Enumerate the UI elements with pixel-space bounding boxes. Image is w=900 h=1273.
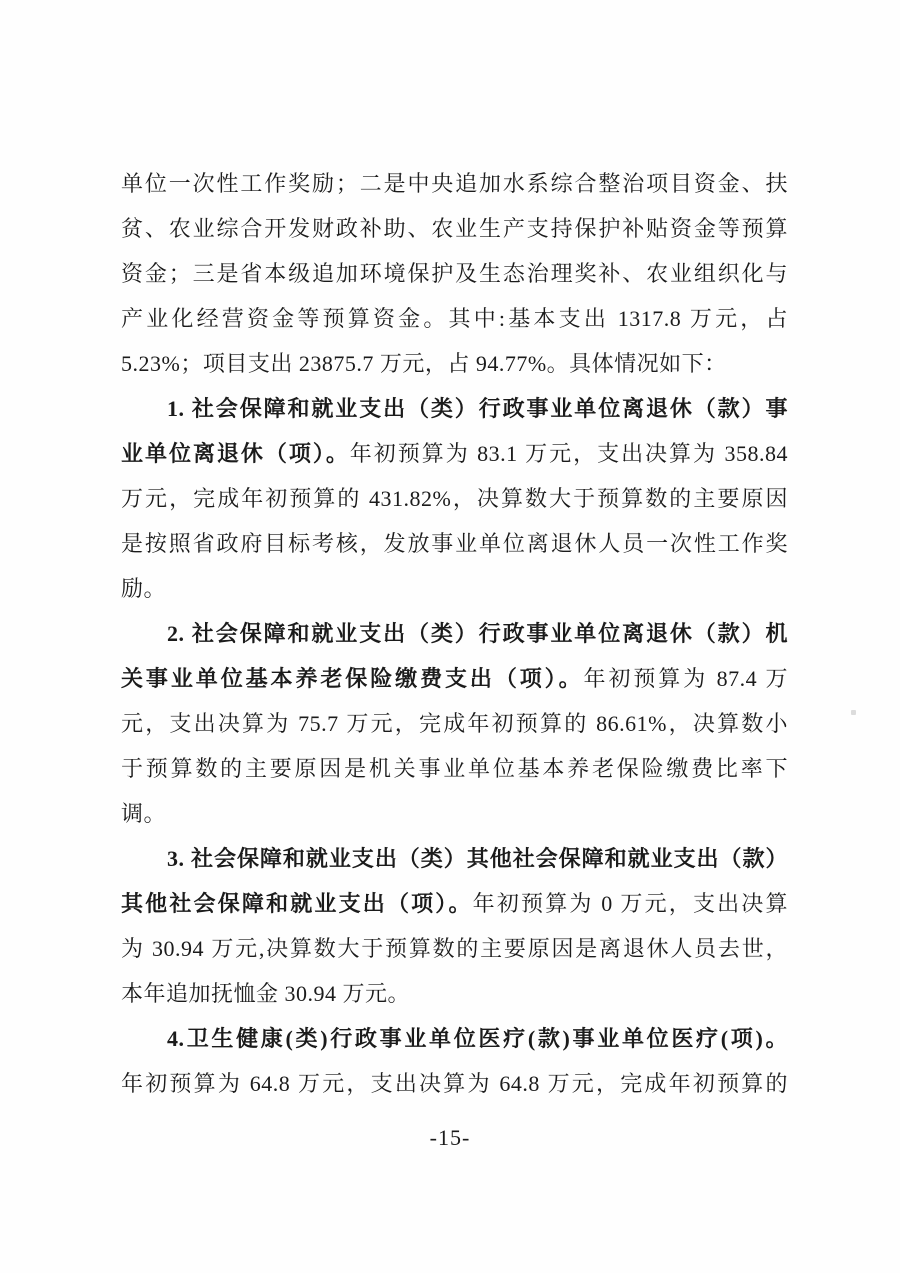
text-line [121,296,788,341]
text-line [121,341,788,386]
body-text-segment: 年初预算为 0 万元，支出决算 [472,891,788,916]
body-text-segment: 5.23%；项目支出 23875.7 万元，占 94.77%。具体情况如下： [121,351,727,376]
heading-text-segment: 1. 社会保障和就业支出（类）行政事业单位离退休（款）事 [167,396,788,421]
heading-text-segment: 其他社会保障和就业支出（项）。 [121,891,473,916]
text-line [121,161,788,206]
body-text-segment: 本年追加抚恤金 30.94 万元。 [121,981,411,1006]
text-line [121,701,788,746]
heading-text-segment: 业单位离退休（项）。 [121,441,350,466]
scan-artifact-dot [851,710,856,715]
body-text-segment: 励。 [121,576,167,601]
text-line [121,881,788,926]
document-body [121,161,788,1106]
page-number: -15- [429,1125,471,1150]
text-line [121,251,788,296]
text-line [121,791,788,836]
text-line [121,386,788,431]
text-line [121,206,788,251]
text-line [121,836,788,881]
text-line [121,521,788,566]
heading-text-segment: 关事业单位基本养老保险缴费支出（项）。 [121,666,584,691]
text-line [121,1016,788,1061]
body-text-segment: 元，支出决算为 75.7 万元，完成年初预算的 86.61%，决算数小 [121,711,788,736]
body-text-segment: 年初预算为 83.1 万元，支出决算为 358.84 [349,441,788,466]
text-line [121,1061,788,1106]
body-text-segment: 贫、农业综合开发财政补助、农业生产支持保护补贴资金等预算 [121,216,788,241]
body-text-segment: 资金；三是省本级追加环境保护及生态治理奖补、农业组织化与 [121,261,788,286]
text-line [121,431,788,476]
text-line [121,746,788,791]
heading-text-segment: 4.卫生健康(类)行政事业单位医疗(款)事业单位医疗(项)。 [167,1026,788,1051]
body-text-segment: 年初预算为 87.4 万 [583,666,788,691]
text-line [121,566,788,611]
body-text-segment: 年初预算为 64.8 万元，支出决算为 64.8 万元，完成年初预算的 [121,1071,788,1096]
text-line [121,611,788,656]
heading-text-segment: 2. 社会保障和就业支出（类）行政事业单位离退休（款）机 [167,621,788,646]
text-line [121,476,788,521]
body-text-segment: 产业化经营资金等预算资金。其中:基本支出 1317.8 万元，占 [121,306,788,331]
text-line [121,971,788,1016]
body-text-segment: 于预算数的主要原因是机关事业单位基本养老保险缴费比率下 [121,756,788,781]
body-text-segment: 为 30.94 万元,决算数大于预算数的主要原因是离退休人员去世， [121,936,788,961]
text-line [121,656,788,701]
body-text-segment: 单位一次性工作奖励；二是中央追加水系综合整治项目资金、扶 [121,171,788,196]
body-text-segment: 万元，完成年初预算的 431.82%，决算数大于预算数的主要原因 [121,486,788,511]
heading-text-segment: 3. 社会保障和就业支出（类）其他社会保障和就业支出（款） [167,846,788,871]
text-line [121,926,788,971]
body-text-segment: 调。 [121,801,167,826]
body-text-segment: 是按照省政府目标考核，发放事业单位离退休人员一次性工作奖 [121,531,788,556]
